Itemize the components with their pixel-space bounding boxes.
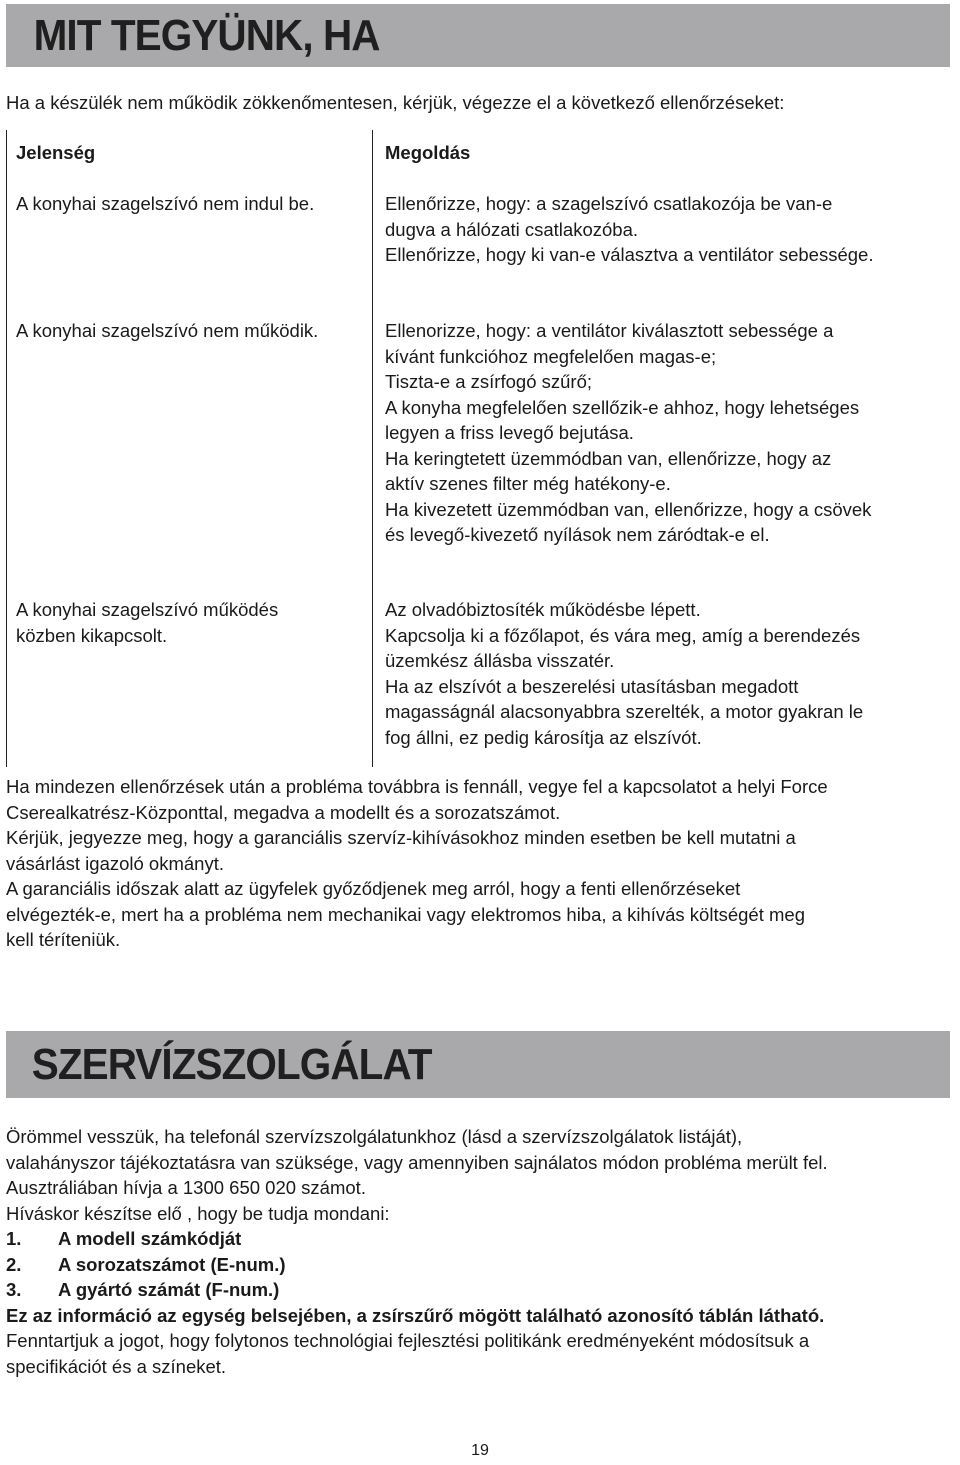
- paragraph-line: Híváskor készítse elő , hogy be tudja mondani:: [6, 1202, 390, 1224]
- paragraph-line: valahányszor tájékoztatásra van szüksége, vagy amennyiben sajnálatos módon probléma merült fel.: [6, 1151, 828, 1173]
- solution-line: Ha kivezetett üzemmódban van, ellenőrizze, hogy a csövek: [385, 498, 872, 520]
- symptom-line: közben kikapcsolt.: [16, 624, 168, 646]
- solution-line: fog állni, ez pedig károsítja az elszívót.: [385, 726, 702, 748]
- table-row-2-solution: [385, 318, 871, 548]
- table-row-1-symptom: [16, 191, 314, 217]
- paragraph-line: Ausztráliában hívja a 1300 650 020 számot.: [6, 1177, 366, 1198]
- paragraph-line: Fenntartjuk a jogot, hogy folytonos technológiai fejlesztési politikánk eredményeként módosítsuk a: [6, 1330, 810, 1351]
- paragraph-line: Örömmel vesszük, ha telefonál szervízszolgálatunkhoz (lásd a szervízszolgálatok listáját),: [6, 1126, 743, 1147]
- list-number: 1.: [6, 1228, 22, 1249]
- list-item: [6, 1226, 828, 1252]
- solution-line: aktív szenes filter még hatékony-e.: [385, 473, 671, 494]
- header-symptom: Jelenség: [16, 142, 96, 163]
- solution-line: magasságnál alacsonyabbra szerelték, a motor gyakran le: [385, 701, 864, 722]
- intro-text: Ha a készülék nem működik zökkenőmentesen, kérjük, végezze el a következő ellenőrzéseket:: [6, 92, 785, 113]
- paragraph-line: Cserealkatrész-Központtal, megadva a modellt és a sorozatszámot.: [6, 801, 561, 823]
- symptom-line: A konyhai szagelszívó működés: [16, 599, 279, 620]
- list-text: A modell számkódját: [58, 1228, 242, 1249]
- solution-line: Kapcsolja ki a főzőlapot, és vára meg, amíg a berendezés: [385, 624, 861, 646]
- list-number: 3.: [6, 1279, 22, 1300]
- paragraph-line: Ha mindezen ellenőrzések után a probléma továbbra is fennáll, vegye fel a kapcsolatot a helyi Force: [6, 776, 828, 797]
- list-text: A gyártó számát (F-num.): [58, 1279, 280, 1300]
- solution-line: Ellenorizze, hogy: a ventilátor kiválasztott sebessége a: [385, 320, 834, 341]
- symptom-line: A konyhai szagelszívó nem indul be.: [16, 193, 315, 214]
- section-banner-service: [6, 1031, 950, 1098]
- section-title: MIT TEGYÜNK, HA: [33, 11, 380, 60]
- solution-line: üzemkész állásba visszatér.: [385, 650, 615, 671]
- list-item: [6, 1277, 828, 1303]
- solution-line: Ellenőrizze, hogy ki van-e választva a ventilátor sebessége.: [385, 244, 874, 265]
- paragraph-line: A garanciális időszak alatt az ügyfelek győződjenek meg arról, hogy a fenti ellenőrzéseket: [6, 878, 741, 899]
- table-left-border: [6, 130, 7, 767]
- solution-line: Az olvadóbiztosíték működésbe lépett.: [385, 599, 701, 620]
- section-banner-troubleshooting: [6, 4, 950, 67]
- table-column-divider: [372, 130, 373, 767]
- page-number: 19: [471, 1442, 489, 1459]
- solution-line: dugva a hálózati csatlakozóba.: [385, 218, 639, 240]
- follow-up-paragraph: [6, 774, 828, 953]
- bold-note: Ez az információ az egység belsejében, a zsírszűrő mögött található azonosító táblán látható.: [6, 1304, 825, 1326]
- table-row-3-solution: [385, 597, 863, 750]
- table-row-3-symptom: [16, 597, 278, 648]
- solution-line: A konyha megfelelően szellőzik-e ahhoz, hogy lehetséges: [385, 396, 860, 418]
- section-title: SZERVÍZSZOLGÁLAT: [31, 1040, 432, 1089]
- paragraph-line: Kérjük, jegyezze meg, hogy a garanciális szervíz-kihívásokhoz minden esetben be kell mutatni a: [6, 827, 796, 848]
- paragraph-line: specifikációt és a színeket.: [6, 1355, 227, 1377]
- list-item: [6, 1252, 828, 1278]
- solution-line: és levegő-kivezető nyílások nem záródtak-e el.: [385, 524, 770, 545]
- paragraph-line: kell téríteniük.: [6, 929, 121, 950]
- list-number: 2.: [6, 1253, 22, 1275]
- paragraph-line: elvégezték-e, mert ha a probléma nem mechanikai vagy elektromos hiba, a kihívás költségét meg: [6, 903, 805, 925]
- solution-line: Ha az elszívót a beszerelési utasításban megadott: [385, 675, 799, 697]
- solution-line: Ha keringtetett üzemmódban van, ellenőrizze, hogy az: [385, 447, 832, 469]
- solution-line: Tiszta-e a zsírfogó szűrő;: [385, 371, 592, 392]
- solution-line: legyen a friss levegő bejutása.: [385, 422, 634, 443]
- symptom-line: A konyhai szagelszívó nem működik.: [16, 320, 319, 341]
- solution-line: kívánt funkcióhoz megfelelően magas-e;: [385, 345, 717, 367]
- service-paragraph: [6, 1124, 828, 1379]
- list-text: A sorozatszámot (E-num.): [58, 1253, 286, 1275]
- table-row-2-symptom: [16, 318, 318, 344]
- table-row-1-solution: [385, 191, 873, 268]
- header-solution: Megoldás: [385, 142, 471, 163]
- paragraph-line: vásárlást igazoló okmányt.: [6, 852, 224, 874]
- solution-line: Ellenőrizze, hogy: a szagelszívó csatlakozója be van-e: [385, 193, 833, 214]
